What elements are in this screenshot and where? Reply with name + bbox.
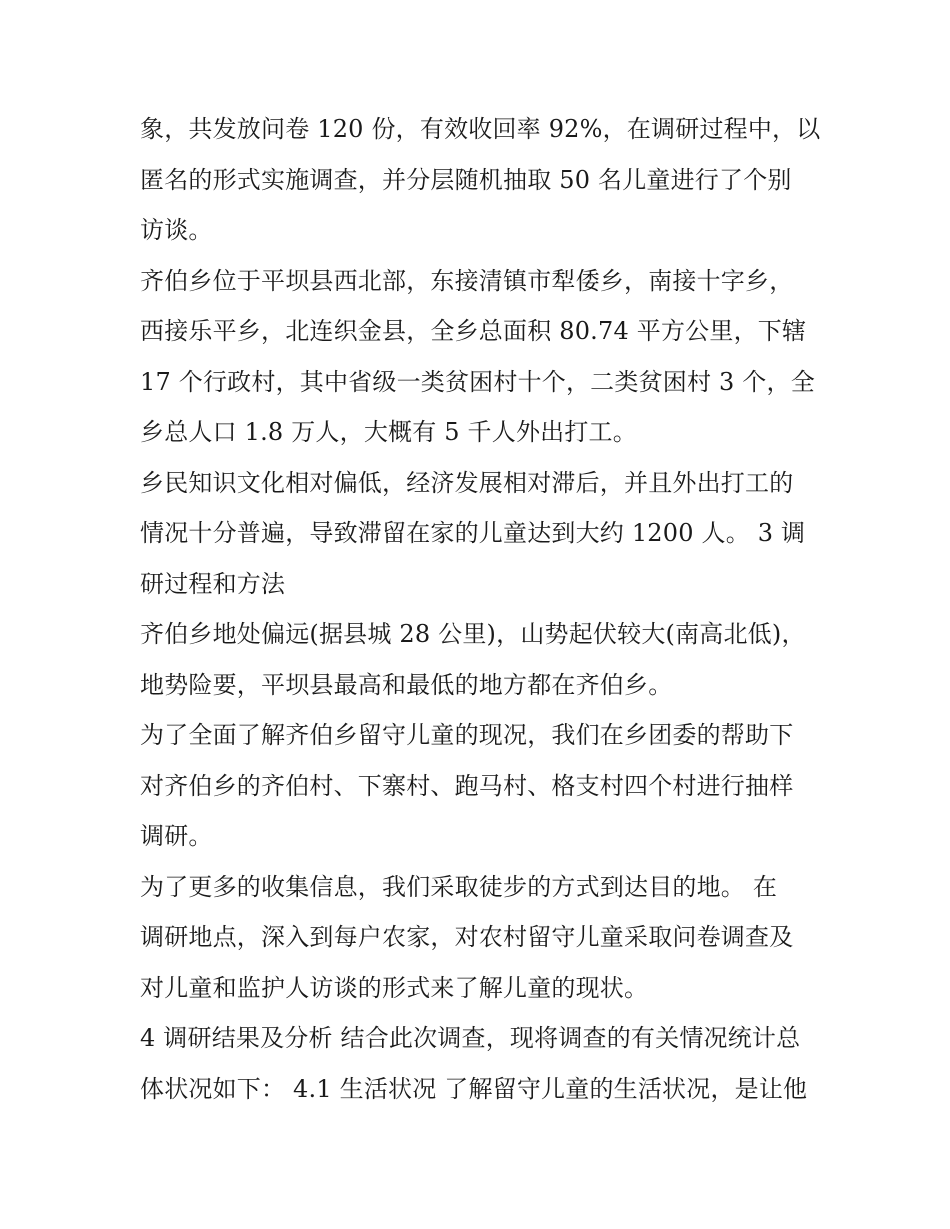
text-line: 对齐伯乡的齐伯村、下寨村、跑马村、格支村四个村进行抽样	[140, 771, 794, 800]
text-line: 调研地点，深入到每户农家，对农村留守儿童采取问卷调查及	[140, 923, 794, 951]
text-line: 齐伯乡地处偏远(据县城 28 公里)，山势起伏较大(南高北低)，	[140, 620, 806, 648]
text-line: 体状况如下： 4.1 生活状况 了解留守儿童的生活状况，是让他	[140, 1074, 808, 1103]
text-line: 调研。	[140, 822, 213, 850]
text-line: 访谈。	[140, 216, 213, 244]
text-line: 乡民知识文化相对偏低，经济发展相对滞后，并且外出打工的	[140, 468, 794, 497]
text-line: 为了更多的收集信息，我们采取徒步的方式到达目的地。 在	[140, 872, 778, 901]
body-text	[140, 104, 821, 1114]
text-line: 对儿童和监护人访谈的形式来了解儿童的现状。	[140, 973, 649, 1002]
text-line: 齐伯乡位于平坝县西北部，东接清镇市犁倭乡，南接十字乡，	[140, 266, 794, 295]
text-line: 西接乐平乡，北连织金县，全乡总面积 80.74 平方公里，下辖	[140, 317, 807, 345]
text-line: 研过程和方法	[140, 569, 286, 598]
text-line: 17 个行政村，其中省级一类贫困村十个，二类贫困村 3 个，全	[140, 367, 815, 396]
text-line: 地势险要，平坝县最高和最低的地方都在齐伯乡。	[140, 670, 673, 699]
text-line: 4 调研结果及分析 结合此次调查，现将调查的有关情况统计总	[140, 1024, 801, 1052]
text-line: 为了全面了解齐伯乡留守儿童的现况，我们在乡团委的帮助下	[140, 721, 794, 749]
text-line: 匿名的形式实施调查，并分层随机抽取 50 名儿童进行了个别	[140, 165, 792, 194]
text-line: 情况十分普遍，导致滞留在家的儿童达到大约 1200 人。 3 调	[140, 519, 806, 547]
text-line: 象，共发放问卷 120 份，有效收回率 92%，在调研过程中，以	[140, 115, 821, 143]
text-line: 乡总人口 1.8 万人，大概有 5 千人外出打工。	[140, 418, 637, 446]
